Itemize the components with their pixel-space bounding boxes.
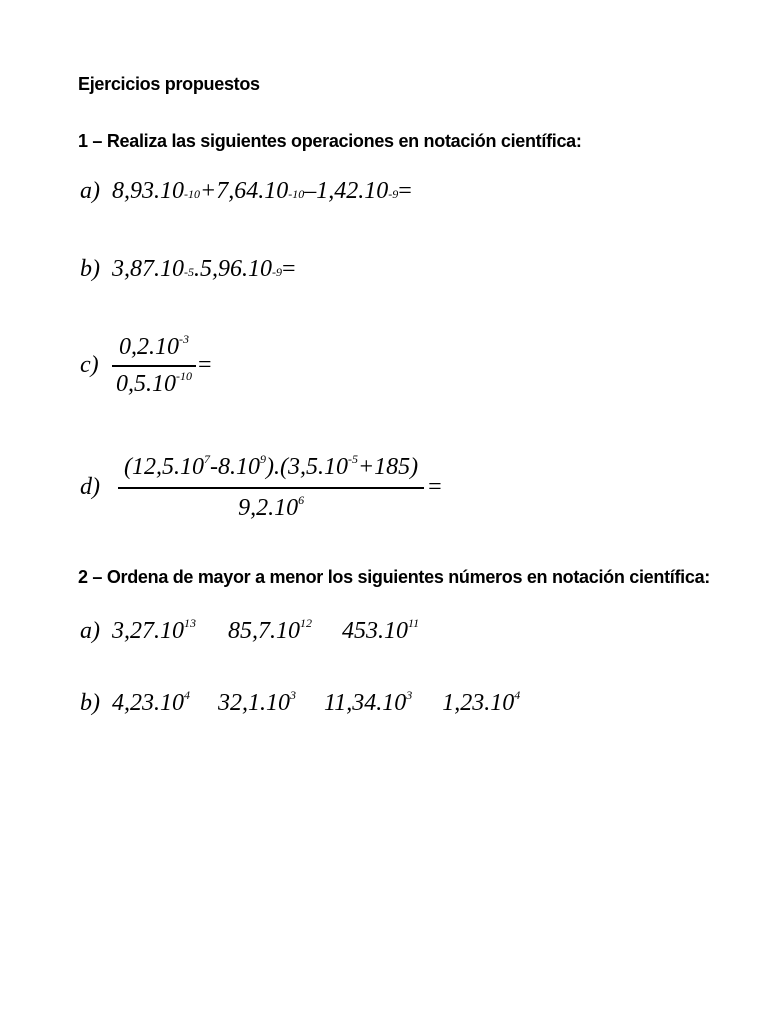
exercise-1c bbox=[80, 334, 212, 398]
exercise-2b bbox=[80, 690, 520, 717]
item-label: c) bbox=[80, 352, 99, 379]
number: 85,7.10$^{12}$ bbox=[228, 616, 312, 644]
item-label: a) bbox=[80, 178, 100, 204]
equals-sign: = bbox=[398, 178, 412, 204]
term: 8,93.10 bbox=[112, 178, 184, 204]
numerator: $(12,5.10^7-8.10^9).(3,5.10^{-5}+185)$ bbox=[124, 452, 419, 480]
number: 1,23.10$^4$ bbox=[442, 688, 521, 716]
equals-sign: = bbox=[428, 474, 442, 501]
denominator: $0,5.10^{-10}$ bbox=[116, 368, 192, 397]
page-title: Ejercicios propuestos bbox=[78, 74, 260, 94]
exercise-2a bbox=[80, 618, 419, 645]
numerator: $0,2.10^{-3}$ bbox=[119, 332, 189, 360]
denominator: 9,2.10$^6$ bbox=[238, 492, 305, 521]
fraction bbox=[118, 454, 424, 522]
number: 32,1.10$^3$ bbox=[218, 688, 296, 716]
term: .5,96.10 bbox=[194, 256, 272, 282]
equals-sign: = bbox=[282, 256, 296, 282]
term: 3,87.10 bbox=[112, 256, 184, 282]
fraction bbox=[112, 334, 196, 398]
exercise-1a: a) 8,93.10 -10 +7,64.10 -10 –1,42.10 -9 = bbox=[80, 178, 412, 204]
item-label: b) bbox=[80, 690, 100, 716]
item-label: d) bbox=[80, 474, 100, 501]
number: 11,34.10$^3$ bbox=[324, 688, 413, 716]
number: 453.10$^{11}$ bbox=[342, 616, 420, 644]
exercise-1-heading: 1 – Realiza las siguientes operaciones en notación científica: bbox=[78, 131, 582, 151]
term: –1,42.10 bbox=[304, 178, 389, 204]
number: 4,23.10$^4$ bbox=[112, 688, 190, 716]
exercise-2-heading: 2 – Ordena de mayor a menor los siguientes números en notación científica: bbox=[78, 567, 710, 587]
item-label: b) bbox=[80, 256, 100, 282]
exercise-1d bbox=[80, 454, 442, 522]
exercise-1b: b) 3,87.10 -5 .5,96.10 -9 = bbox=[80, 256, 296, 282]
equals-sign: = bbox=[198, 352, 212, 379]
term: +7,64.10 bbox=[200, 178, 289, 204]
item-label: a) bbox=[80, 618, 100, 644]
number: 3,27.10$^{13}$ bbox=[112, 616, 196, 644]
